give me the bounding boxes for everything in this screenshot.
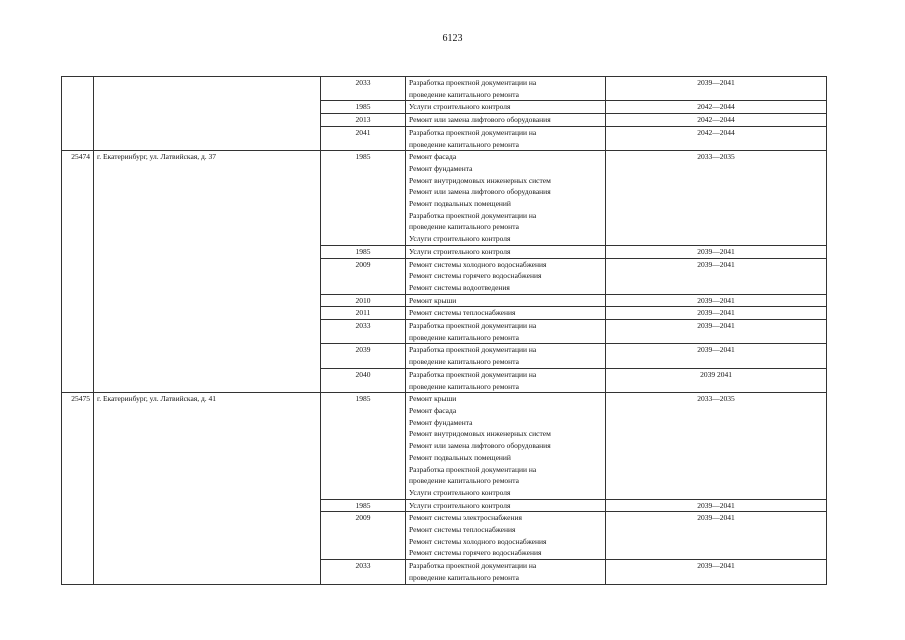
work-item: Ремонт фундамента [409,417,473,427]
work-item: Ремонт системы электроснабжения [409,513,522,523]
year-cell: 2033 [321,320,406,344]
year-cell: 2011 [321,307,406,320]
works-cell [406,114,606,127]
work-item: Ремонт внутридомовых инженерных систем [409,175,551,185]
works-cell [406,294,606,307]
work-item: Разработка проектной документации на [409,210,537,220]
work-item: Ремонт или замена лифтового оборудования [409,187,551,197]
works-cell [406,307,606,320]
page-number: 6123 [442,33,463,44]
period-cell: 2039—2041 [606,512,827,560]
year-cell: 1985 [321,151,406,246]
year-cell: 2040 [321,368,406,392]
period-cell: 2039—2041 [606,294,827,307]
work-item: проведение капитального ремонта [409,222,519,232]
work-item: Разработка проектной документации на [409,345,537,355]
work-item: Услуги строительного контроля [409,102,511,112]
works-cell [406,320,606,344]
table-body [62,77,827,585]
work-item: Ремонт или замена лифтового оборудования [409,441,551,451]
year-cell: 2009 [321,258,406,294]
work-item: Услуги строительного контроля [409,246,511,256]
works-cell [406,499,606,512]
work-item: проведение капитального ремонта [409,89,519,99]
work-item: Ремонт или замена лифтового оборудования [409,115,551,125]
table-row [62,151,827,246]
work-item: проведение капитального ремонта [409,332,519,342]
work-item: Ремонт системы холодного водоснабжения [409,536,547,546]
work-item: Ремонт фасада [409,152,457,162]
work-item: проведение капитального ремонта [409,381,519,391]
period-cell: 2033—2035 [606,151,827,246]
period-cell: 2039—2041 [606,560,827,584]
year-cell: 1985 [321,101,406,114]
year-cell: 2033 [321,560,406,584]
year-cell: 2033 [321,77,406,101]
work-item: Разработка проектной документации на [409,464,537,474]
building-id-cell [62,77,94,151]
work-item: проведение капитального ремонта [409,357,519,367]
year-cell: 2010 [321,294,406,307]
work-item: Ремонт фасада [409,405,457,415]
period-cell: 2039—2041 [606,307,827,320]
work-item: проведение капитального ремонта [409,572,519,582]
period-cell: 2039—2041 [606,258,827,294]
year-cell: 2039 [321,344,406,368]
work-item: Ремонт системы водоотведения [409,282,510,292]
works-cell [406,151,606,246]
repair-schedule-table [61,76,827,585]
building-id-cell: 25474 [62,151,94,393]
work-item: Разработка проектной документации на [409,321,537,331]
work-item: Разработка проектной документации на [409,561,537,571]
work-item: Ремонт фундамента [409,163,473,173]
year-cell: 1985 [321,499,406,512]
work-item: Ремонт системы теплоснабжения [409,525,516,535]
period-cell: 2042—2044 [606,126,827,150]
address-cell [94,77,321,151]
period-cell: 2039—2041 [606,77,827,101]
work-item: Разработка проектной документации на [409,127,537,137]
work-item: Ремонт внутридомовых инженерных систем [409,429,551,439]
works-cell [406,126,606,150]
work-item: Услуги строительного контроля [409,234,511,244]
period-cell: 2039—2041 [606,344,827,368]
works-cell [406,560,606,584]
works-cell [406,101,606,114]
works-cell [406,393,606,499]
address-cell: г. Екатеринбург, ул. Латвийская, д. 41 [94,393,321,584]
work-item: проведение капитального ремонта [409,139,519,149]
year-cell: 1985 [321,245,406,258]
period-cell: 2039—2041 [606,245,827,258]
work-item: Разработка проектной документации на [409,369,537,379]
table-row [62,77,827,101]
address-cell: г. Екатеринбург, ул. Латвийская, д. 37 [94,151,321,393]
works-cell [406,368,606,392]
work-item: Ремонт системы горячего водоснабжения [409,548,542,558]
work-item: проведение капитального ремонта [409,476,519,486]
period-cell: 2039—2041 [606,320,827,344]
work-item: Ремонт крыши [409,394,457,404]
year-cell: 1985 [321,393,406,499]
work-item: Ремонт системы теплоснабжения [409,308,516,318]
work-item: Ремонт крыши [409,295,457,305]
period-cell: 2039 2041 [606,368,827,392]
year-cell: 2013 [321,114,406,127]
work-item: Ремонт подвальных помещений [409,452,511,462]
works-cell [406,344,606,368]
work-item: Услуги строительного контроля [409,487,511,497]
works-cell [406,245,606,258]
work-item: Ремонт системы горячего водоснабжения [409,271,542,281]
work-item: Услуги строительного контроля [409,500,511,510]
works-cell [406,77,606,101]
year-cell: 2041 [321,126,406,150]
work-item: Ремонт системы холодного водоснабжения [409,259,547,269]
work-item: Разработка проектной документации на [409,78,537,87]
period-cell: 2042—2044 [606,114,827,127]
works-cell [406,512,606,560]
building-id-cell: 25475 [62,393,94,584]
period-cell: 2042—2044 [606,101,827,114]
work-item: Ремонт подвальных помещений [409,199,511,209]
year-cell: 2009 [321,512,406,560]
period-cell: 2033—2035 [606,393,827,499]
table-row [62,393,827,499]
period-cell: 2039—2041 [606,499,827,512]
works-cell [406,258,606,294]
